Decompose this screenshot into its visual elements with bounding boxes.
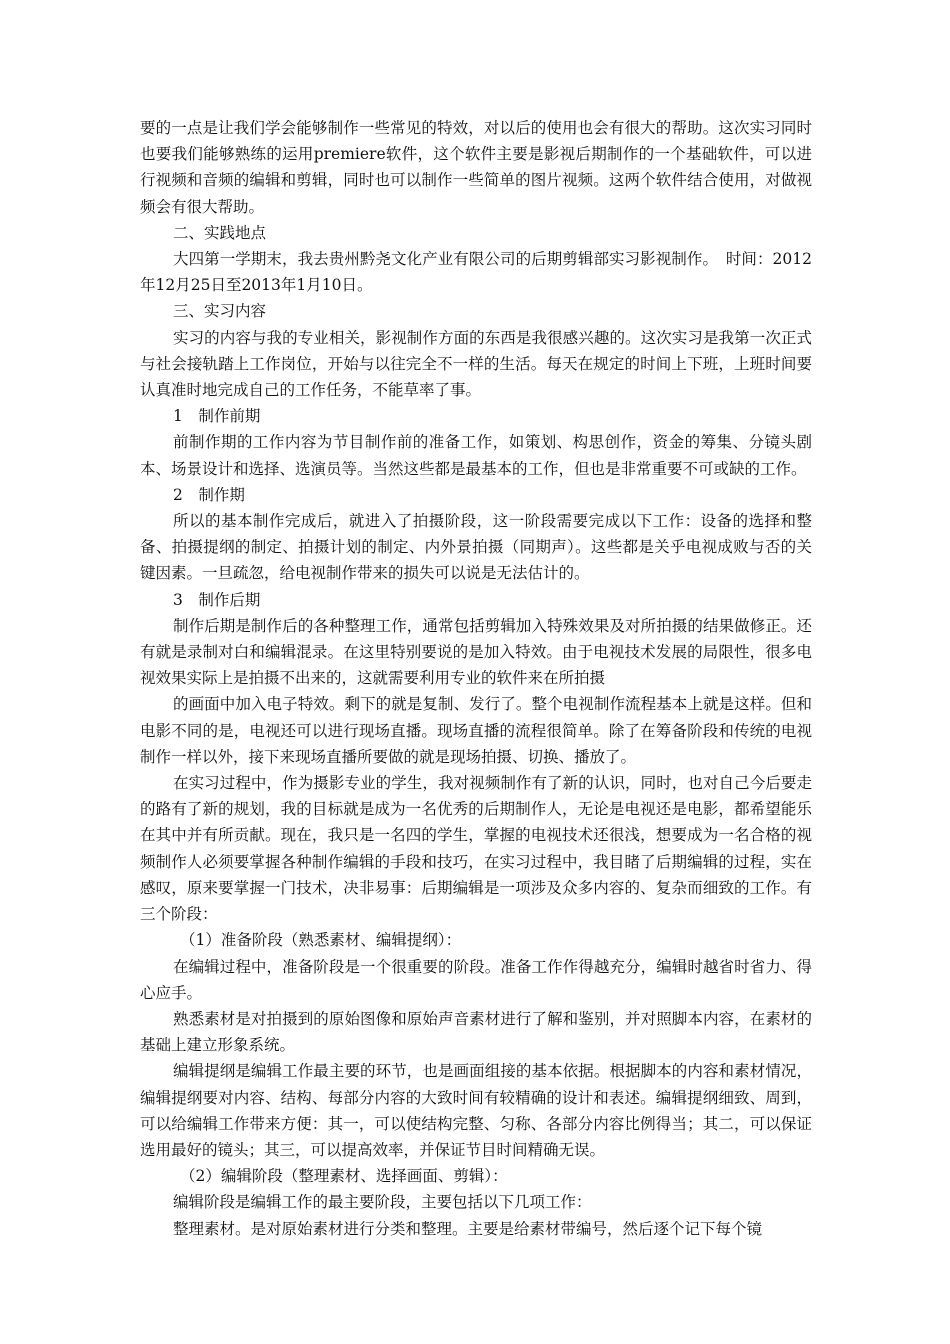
section-heading: 三、实习内容 (173, 302, 267, 321)
paragraph: 前制作期的工作内容为节目制作前的准备工作，如策划、构思创作，资金的筹集、分镜头剧本、场景设计和选择、选演员等。当然这些都是最基本的工作，但也是非常重要不可或缺的工作。 (140, 433, 812, 478)
subsection-heading: 1 制作前期 (173, 407, 261, 426)
paragraph: 在编辑过程中，准备阶段是一个很重要的阶段。准备工作作得越充分，编辑时越省时省力、得心应手。 (140, 957, 812, 1002)
stage-heading: （2）编辑阶段（整理素材、选择画面、剪辑）： (180, 1167, 508, 1186)
section-heading: 二、实践地点 (173, 223, 267, 242)
paragraph: 制作后期是制作后的各种整理工作，通常包括剪辑加入特殊效果及对所拍摄的结果做修正。还有就是录制对白和编辑混录。在这里特别要说的是加入特效。由于电视技术发展的局限性，很多电视效果实际上是拍摄不出来的，这就需要利用专业的软件来在所拍摄 (140, 616, 812, 688)
paragraph: 大四第一学期末，我去贵州黔尧文化产业有限公司的后期剪辑部实习影视制作。 时间：2012年12月25日至2013年1月10日。 (140, 250, 812, 295)
paragraph: 编辑提纲是编辑工作最主要的环节，也是画面组接的基本依据。根据脚本的内容和素材情况，编辑提纲要对内容、结构、每部分内容的大致时间有较精确的设计和表述。编辑提纲细致、周到，可以给编辑工作带来方便：其一，可以使结构完整、匀称、各部分内容比例得当；其二，可以保证选用最好的镜头；其三，可以提高效率，并保证节目时间精确无误。 (140, 1062, 812, 1159)
paragraph: 要的一点是让我们学会能够制作一些常见的特效，对以后的使用也会有很大的帮助。这次实习同时也要我们能够熟练的运用premiere软件，这个软件主要是影视后期制作的一个基础软件，可以进行视频和音频的编辑和剪辑，同时也可以制作一些简单的图片视频。这两个软件结合使用，对做视频会有很大帮助。 (140, 119, 812, 216)
paragraph: 编辑阶段是编辑工作的最主要阶段，主要包括以下几项工作： (173, 1193, 592, 1212)
paragraph: 熟悉素材是对拍摄到的原始图像和原始声音素材进行了解和鉴别，并对照脚本内容，在素材的基础上建立形象系统。 (140, 1009, 812, 1055)
paragraph: 整理素材。是对原始素材进行分类和整理。主要是给素材带编号，然后逐个记下每个镜 (173, 1219, 763, 1238)
subsection-heading: 2 制作期 (173, 485, 245, 504)
paragraph: 实习的内容与我的专业相关，影视制作方面的东西是我很感兴趣的。这次实习是我第一次正式与社会接轨踏上工作岗位，开始与以往完全不一样的生活。每天在规定的时间上下班，上班时间要认真准时地完成自己的工作任务，不能草率了事。 (140, 328, 812, 400)
document-body (140, 115, 812, 1242)
paragraph: 所以的基本制作完成后，就进入了拍摄阶段，这一阶段需要完成以下工作：设备的选择和整备、拍摄提纲的制定、拍摄计划的制定、内外景拍摄（同期声）。这些都是关乎电视成败与否的关键因素。一旦疏忽，给电视制作带来的损失可以说是无法估计的。 (140, 512, 812, 583)
paragraph: 在实习过程中，作为摄影专业的学生，我对视频制作有了新的认识，同时，也对自己今后要走的路有了新的规划，我的目标就是成为一名优秀的后期制作人，无论是电视还是电影，都希望能乐在其中并有所贡献。现在，我只是一名四的学生，掌握的电视技术还很浅，想要成为一名合格的视频制作人必须要掌握各种制作编辑的手段和技巧，在实习过程中，我目睹了后期编辑的过程，实在感叹，原来要掌握一门技术，决非易事：后期编辑是一项涉及众多内容的、复杂而细致的工作。有三个阶段： (140, 774, 812, 924)
subsection-heading: 3 制作后期 (173, 590, 261, 609)
stage-heading: （1）准备阶段（熟悉素材、编辑提纲）： (180, 931, 462, 950)
paragraph: 的画面中加入电子特效。剩下的就是复制、发行了。整个电视制作流程基本上就是这样。但和电影不同的是，电视还可以进行现场直播。现场直播的流程很简单。除了在筹备阶段和传统的电视制作一样以外，接下来现场直播所要做的就是现场拍摄、切换、播放了。 (140, 695, 812, 766)
